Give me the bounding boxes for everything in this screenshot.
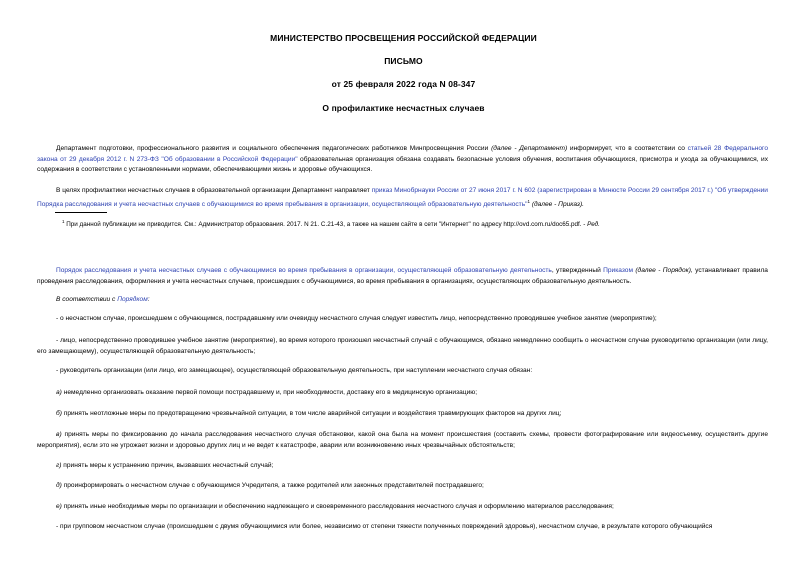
text: В соответствии с — [56, 296, 118, 303]
item-letter: б) — [56, 410, 62, 417]
list-item — [37, 409, 768, 420]
order-link-short[interactable]: Приказом — [603, 267, 633, 274]
text: принять меры по фиксированию до начала расследования несчастного случая обстановки, какой она была на момент происшествия (составить схемы, провести фотографирование или видеосъемку, осуществить другие мероприятия), если это не угрожает жизни и здоровью других лиц и не ведет к катастрофе, аварии или возникновению иных чрезвычайных обстоятельств; — [37, 431, 768, 449]
document-date-number: от 25 февраля 2022 года N 08-347 — [331, 79, 476, 89]
text: устанавливает правила проведения расследования, оформления и учета несчастных случаев, происшедших с обучающимися, во время пребывания в организациях, осуществляющих образовательную деятельность. — [37, 267, 768, 285]
text: образовательная организация обязана создавать безопасные условия обучения, воспитания обучающихся, присмотра и ухода за обучающимися, их содержания в соответствии с установленными нормами, обеспечивающими жизнь и здоровье обучающихся. — [37, 155, 768, 174]
document-type: ПИСЬМО — [384, 56, 423, 66]
text: В целях профилактики несчастных случаев в образовательной организации Департамент направляет — [56, 187, 372, 194]
order-link[interactable]: приказ Минобрнауки России от 27 июня 2017 г. N 602 (зарегистрирован в Минюсте России 29 сентября 2017 г.) "Об утверждении Порядка расследования и учета несчастных случаев с обучающимися во время пребывания в организации, осуществляющей образовательную деятельность" — [37, 187, 768, 208]
list-item — [37, 461, 768, 472]
list-item: - руководитель организации (или лицо, его замещающее), осуществляющей образовательную деятельность, при наступлении несчастного случая обязан: — [56, 367, 533, 374]
text: немедленно организовать оказание первой помощи пострадавшему и, при необходимости, доставку его в медицинскую организацию; — [63, 389, 478, 396]
item-letter: а) — [56, 389, 62, 396]
list-item: - при групповом несчастном случае (происшедшем с двумя обучающимися или более, независимо от степени тяжести полученных повреждений здоровья), несчастном случае, в результате которого обучающийся — [56, 523, 713, 530]
procedure-link-short[interactable]: Порядком — [117, 296, 148, 303]
text: (далее - Департамент) — [491, 145, 568, 152]
footnote-divider — [55, 212, 107, 213]
law-link[interactable]: статьей 28 Федерального закона от 29 декабря 2012 г. N 273-ФЗ "Об образовании в Российской Федерации" — [37, 145, 768, 163]
list-item — [37, 481, 768, 492]
text: информирует, что в соответствии со — [567, 145, 688, 152]
item-letter: в) — [56, 431, 62, 438]
list-item: - лицо, непосредственно проводившее учебное занятие (мероприятие), во время которого произошел несчастный случай с обучающимся, обязано немедленно сообщить о несчастном случае руководителю организации (или лицу, его замещающему), осуществляющей образовательную деятельность; — [37, 337, 768, 355]
text: Департамент подготовки, профессионального развития и социального обеспечения педагогических работников Минпросвещения России — [56, 145, 492, 152]
list-item — [37, 388, 768, 399]
paragraph-order — [37, 186, 768, 210]
list-item — [37, 502, 768, 513]
paragraph-intro — [37, 144, 768, 176]
ministry-title: МИНИСТЕРСТВО ПРОСВЕЩЕНИЯ РОССИЙСКОЙ ФЕДЕРАЦИИ — [270, 33, 537, 43]
text: (далее - Порядок), — [633, 267, 693, 274]
list-item — [37, 430, 768, 451]
item-letter: е) — [56, 503, 62, 510]
item-letter: г) — [56, 462, 62, 469]
text: (далее - Приказ). — [530, 200, 585, 208]
footnote-marker: 1 — [62, 219, 65, 224]
list-item: - о несчастном случае, происшедшем с обучающимся, пострадавшему или очевидцу несчастного случая следует известить лицо, непосредственно проводившее учебное занятие (мероприятие); — [56, 315, 657, 322]
footnote — [62, 219, 600, 228]
text: принять меры к устранению причин, вызвавших несчастный случай; — [63, 462, 274, 469]
text: проинформировать о несчастном случае с обучающимся Учредителя, а также родителей или законных представителей пострадавшего; — [63, 482, 484, 489]
document-subject: О профилактике несчастных случаев — [322, 103, 485, 113]
text: принять неотложные меры по предотвращению чрезвычайной ситуации, в том числе аварийной ситуации и воздействия травмирующих факторов на других лиц; — [63, 410, 562, 417]
text: , утвержденный — [551, 267, 604, 274]
procedure-link[interactable]: Порядок расследования и учета несчастных случаев с обучающимися во время пребывания в организации, осуществляющей образовательную деятельность — [56, 267, 552, 274]
footnote-ref[interactable]: 1 — [527, 198, 530, 204]
paragraph-according — [37, 295, 768, 306]
text: принять иные необходимые меры по организации и обеспечению надлежащего и своевременного расследования несчастного случая и оформлению материалов расследования; — [63, 503, 614, 510]
text: : — [147, 296, 150, 303]
paragraph-procedure — [37, 266, 768, 287]
footnote-editor-note: Ред. — [587, 221, 600, 229]
footnote-text: При данной публикации не приводится. См.: Администратор образования. 2017. N 21. С.21-43, а также на нашем сайте в сети "Интернет" по адресу http://ovd.com.ru/doc65.pdf. - — [64, 221, 588, 229]
item-letter: д) — [56, 482, 62, 489]
